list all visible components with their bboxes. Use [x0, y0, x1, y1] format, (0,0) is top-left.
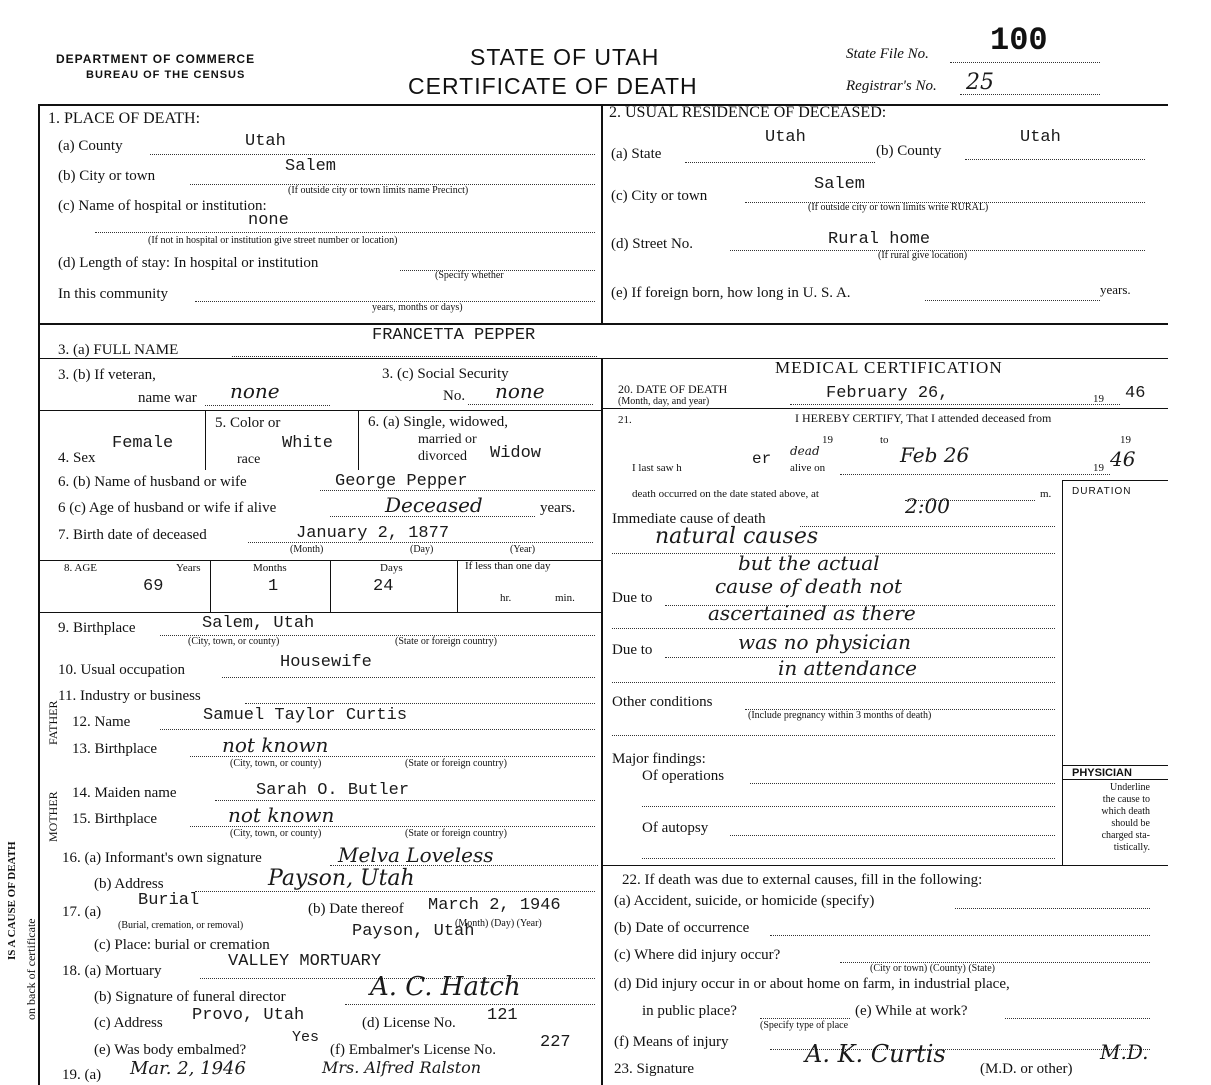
- burial-date-label: (b) Date thereof: [308, 901, 404, 917]
- birth-date-value: January 2, 1877: [296, 524, 450, 543]
- cause-line-5: was no physician: [738, 630, 911, 654]
- department-heading: DEPARTMENT OF COMMERCE: [56, 52, 256, 66]
- alive-on-label: alive on: [790, 462, 826, 474]
- marital-label-2: married or: [418, 432, 477, 447]
- date-of-death-value: February 26,: [826, 384, 949, 403]
- last-saw-prefix: 19: [1093, 462, 1104, 474]
- ext-home-label: (d) Did injury occur in or about home on farm, in industrial place,: [614, 976, 1010, 992]
- cause-line-1: natural causes: [655, 524, 819, 549]
- age-label: 8. AGE: [64, 562, 97, 574]
- certify-text: I HEREBY CERTIFY, That I attended deceased from: [795, 411, 1052, 425]
- pod-hospital-value: none: [248, 211, 289, 230]
- res-city-value: Salem: [814, 175, 866, 194]
- husband-age-value: Deceased: [385, 493, 483, 517]
- mother-side-label: MOTHER: [46, 791, 60, 842]
- husband-name-label: 6. (b) Name of husband or wife: [58, 474, 247, 490]
- marital-value: Widow: [490, 444, 542, 463]
- margin-note-2: IS A CAUSE OF DEATH: [6, 841, 18, 960]
- place-of-death-heading: 1. PLACE OF DEATH:: [48, 110, 201, 127]
- physician-note-line: charged sta-: [1101, 830, 1150, 841]
- certify-number: 21.: [618, 414, 632, 426]
- father-birthplace-value: not known: [222, 733, 329, 757]
- margin-note: on back of certificate: [24, 918, 38, 1020]
- ss-value: none: [495, 379, 545, 403]
- veteran-label: 3. (b) If veteran,: [58, 367, 156, 383]
- informant-address-value: Payson, Utah: [268, 866, 415, 891]
- color-label: 5. Color or: [215, 415, 281, 431]
- birthplace-note-2: (State or foreign country): [395, 636, 497, 647]
- range-19-b: 19: [1120, 434, 1131, 446]
- father-name-label: 12. Name: [72, 714, 131, 730]
- mother-note-2: (State or foreign country): [405, 828, 507, 839]
- physician-note-line: the cause to: [1102, 794, 1150, 805]
- date-of-death-note: (Month, day, and year): [618, 396, 710, 407]
- birth-date-label: 7. Birth date of deceased: [58, 527, 207, 543]
- res-city-note: (If outside city or town limits write RURAL): [808, 202, 989, 213]
- informant-address-label: (b) Address: [94, 876, 164, 892]
- registrar-number: 25: [966, 70, 994, 95]
- death-time-value: 2:00: [905, 494, 950, 518]
- mother-name-value: Sarah O. Butler: [256, 781, 410, 800]
- signature-suffix: (M.D. or other): [980, 1061, 1073, 1077]
- mortuary-address-label: (c) Address: [94, 1015, 163, 1031]
- birthplace-note-1: (City, town, or county): [188, 636, 280, 647]
- res-state-label: (a) State: [611, 146, 662, 162]
- external-causes-label: 22. If death was due to external causes, fill in the following:: [622, 872, 983, 888]
- father-name-value: Samuel Taylor Curtis: [203, 706, 408, 725]
- due-to-label-2: Due to: [612, 642, 653, 658]
- state-file-label: State File No.: [846, 46, 929, 62]
- full-name-label: 3. (a) FULL NAME: [58, 342, 179, 358]
- bureau-heading: BUREAU OF THE CENSUS: [86, 69, 246, 81]
- filed-date: Mar. 2, 1946: [130, 1058, 246, 1079]
- burial-date-note: (Month) (Day) (Year): [455, 918, 542, 929]
- father-birthplace-label: 13. Birthplace: [72, 741, 157, 757]
- pod-stay-note: (Specify whether: [435, 270, 504, 281]
- res-city-label: (c) City or town: [611, 188, 708, 204]
- pod-city-value: Salem: [285, 157, 337, 176]
- physician-box-label: PHYSICIAN: [1072, 767, 1132, 779]
- age-days-value: 24: [373, 577, 394, 596]
- social-security-label: 3. (c) Social Security: [382, 366, 509, 382]
- last-saw-er: er: [752, 450, 772, 468]
- certificate-title: CERTIFICATE OF DEATH: [408, 73, 698, 99]
- occupation-label: 10. Usual occupation: [58, 662, 186, 678]
- marital-label-3: divorced: [418, 449, 467, 464]
- burial-place-label: (c) Place: burial or cremation: [94, 937, 270, 953]
- physician-note-line: which death: [1101, 806, 1150, 817]
- physician-note-line: tistically.: [1113, 842, 1150, 853]
- ext-public-label: in public place?: [642, 1003, 737, 1019]
- husband-age-suffix: years.: [540, 500, 576, 516]
- age-months-value: 1: [268, 577, 279, 596]
- race-label: race: [237, 452, 261, 467]
- age-months-label: Months: [253, 562, 287, 574]
- funeral-director-signature: A. C. Hatch: [370, 972, 521, 1002]
- signature-md: M.D.: [1100, 1040, 1149, 1064]
- birth-year-note: (Year): [510, 544, 536, 555]
- mother-note-1: (City, town, or county): [230, 828, 322, 839]
- due-to-label-1: Due to: [612, 590, 653, 606]
- res-county-value: Utah: [1020, 128, 1061, 147]
- informant-signature: Melva Loveless: [338, 843, 494, 867]
- burial-date-value: March 2, 1946: [428, 896, 561, 915]
- other-conditions-label: Other conditions: [612, 694, 713, 710]
- physician-note: [1070, 782, 1150, 854]
- res-street-value: Rural home: [828, 230, 931, 249]
- pod-city-label: (b) City or town: [58, 168, 156, 184]
- major-findings-label: Major findings:: [612, 751, 706, 767]
- ext-means-label: (f) Means of injury: [614, 1034, 729, 1050]
- physician-note-line: should be: [1111, 818, 1150, 829]
- hr-label: hr.: [500, 592, 512, 604]
- marital-label: 6. (a) Single, widowed,: [368, 414, 508, 430]
- less-than-day-label: If less than one day: [465, 560, 551, 572]
- funeral-director-label: (b) Signature of funeral director: [94, 989, 286, 1005]
- pod-hospital-note: (If not in hospital or institution give street number or location): [148, 235, 398, 246]
- date-of-death-year: 46: [1125, 384, 1146, 403]
- ext-where-note: (City or town) (County) (State): [870, 963, 995, 974]
- birth-month-note: (Month): [290, 544, 324, 555]
- embalmer-license-label: (f) Embalmer's License No.: [330, 1042, 496, 1058]
- range-to: to: [880, 434, 889, 446]
- ext-accident-label: (a) Accident, suicide, or homicide (specify): [614, 893, 875, 909]
- filed-label: 19. (a): [62, 1067, 102, 1083]
- res-street-note: (If rural give location): [878, 250, 968, 261]
- full-name-value: FRANCETTA PEPPER: [372, 326, 536, 345]
- res-street-label: (d) Street No.: [611, 236, 694, 252]
- cause-line-6: in attendance: [778, 656, 917, 680]
- burial-value: Burial: [138, 891, 200, 910]
- last-saw-year: 46: [1110, 447, 1136, 471]
- father-note-2: (State or foreign country): [405, 758, 507, 769]
- date-of-death-prefix: 19: [1093, 393, 1104, 405]
- embalmed-value: Yes: [292, 1029, 320, 1046]
- time-m-label: m.: [1040, 488, 1052, 500]
- license-label: (d) License No.: [362, 1015, 456, 1031]
- range-19-a: 19: [822, 434, 833, 446]
- informant-label: 16. (a) Informant's own signature: [62, 850, 262, 866]
- veteran-war-label: name war: [138, 390, 197, 406]
- age-days-label: Days: [380, 562, 403, 574]
- last-saw-label: I last saw h: [632, 462, 682, 474]
- last-saw-date: Feb 26: [900, 443, 970, 467]
- res-foreign-label: (e) If foreign born, how long in U. S. A.: [611, 285, 851, 301]
- date-of-death-label: 20. DATE OF DEATH: [618, 382, 728, 396]
- birth-day-note: (Day): [410, 544, 434, 555]
- ss-no-label: No.: [443, 388, 466, 404]
- pod-city-note: (If outside city or town limits name Precinct): [288, 185, 469, 196]
- mother-birthplace-label: 15. Birthplace: [72, 811, 157, 827]
- burial-note: (Burial, cremation, or removal): [118, 920, 244, 931]
- occupation-value: Housewife: [280, 653, 372, 672]
- cause-line-2: but the actual: [738, 551, 880, 575]
- mother-name-label: 14. Maiden name: [72, 785, 177, 801]
- state-file-number: 100: [990, 22, 1048, 59]
- of-operations-label: Of operations: [642, 768, 725, 784]
- pod-county-label: (a) County: [58, 138, 123, 154]
- burial-label: 17. (a): [62, 904, 102, 920]
- mortuary-address-value: Provo, Utah: [192, 1006, 305, 1025]
- local-registrar-signature: Mrs. Alfred Ralston: [322, 1058, 482, 1077]
- ext-date-label: (b) Date of occurrence: [614, 920, 750, 936]
- father-side-label: FATHER: [46, 700, 60, 745]
- husband-age-label: 6 (c) Age of husband or wife if alive: [58, 500, 277, 516]
- husband-name-value: George Pepper: [335, 472, 468, 491]
- mother-birthplace-value: not known: [228, 803, 335, 827]
- physician-note-line: Underline: [1110, 782, 1150, 793]
- pod-county-value: Utah: [245, 132, 286, 151]
- birthplace-label: 9. Birthplace: [58, 620, 136, 636]
- cause-line-4: ascertained as there: [708, 601, 916, 625]
- res-county-label: (b) County: [876, 143, 942, 159]
- other-conditions-note: (Include pregnancy within 3 months of death): [748, 710, 932, 721]
- of-autopsy-label: Of autopsy: [642, 820, 709, 836]
- registrar-label: Registrar's No.: [846, 78, 937, 94]
- duration-header: DURATION: [1072, 486, 1132, 497]
- sex-label: 4. Sex: [58, 450, 96, 466]
- immediate-cause-label: Immediate cause of death: [612, 511, 766, 527]
- ext-work-label: (e) While at work?: [855, 1003, 968, 1019]
- min-label: min.: [555, 592, 575, 604]
- pod-community-note: years, months or days): [372, 302, 463, 313]
- color-value: White: [282, 434, 334, 453]
- sex-value: Female: [112, 434, 174, 453]
- embalmer-license-value: 227: [540, 1033, 571, 1052]
- mortuary-value: VALLEY MORTUARY: [228, 952, 382, 971]
- pod-hospital-label: (c) Name of hospital or institution:: [58, 198, 267, 214]
- death-occurred-label: death occurred on the date stated above, at: [632, 488, 819, 500]
- state-title: STATE OF UTAH: [470, 44, 660, 70]
- res-foreign-suffix: years.: [1100, 282, 1131, 297]
- embalmed-label: (e) Was body embalmed?: [94, 1042, 247, 1058]
- veteran-value: none: [230, 379, 280, 403]
- signature-label: 23. Signature: [614, 1061, 694, 1077]
- medical-heading: MEDICAL CERTIFICATION: [775, 358, 1003, 377]
- burial-place-value: Payson, Utah: [352, 922, 475, 941]
- pod-stay-label: (d) Length of stay: In hospital or institution: [58, 255, 319, 271]
- mortuary-label: 18. (a) Mortuary: [62, 963, 162, 979]
- industry-label: 11. Industry or business: [58, 688, 201, 704]
- residence-heading: 2. USUAL RESIDENCE OF DECEASED:: [609, 104, 887, 121]
- age-years-value: 69: [143, 577, 164, 596]
- ext-where-label: (c) Where did injury occur?: [614, 947, 781, 963]
- age-years-label: Years: [176, 562, 201, 574]
- cause-line-3: cause of death not: [715, 574, 903, 598]
- license-value: 121: [487, 1006, 518, 1025]
- pod-community-label: In this community: [58, 286, 168, 302]
- birthplace-value: Salem, Utah: [202, 614, 315, 633]
- ext-place-note: (Specify type of place: [760, 1020, 849, 1031]
- alive-dead-note: dead: [790, 444, 820, 458]
- physician-signature: A. K. Curtis: [805, 1040, 946, 1068]
- res-state-value: Utah: [765, 128, 806, 147]
- father-note-1: (City, town, or county): [230, 758, 322, 769]
